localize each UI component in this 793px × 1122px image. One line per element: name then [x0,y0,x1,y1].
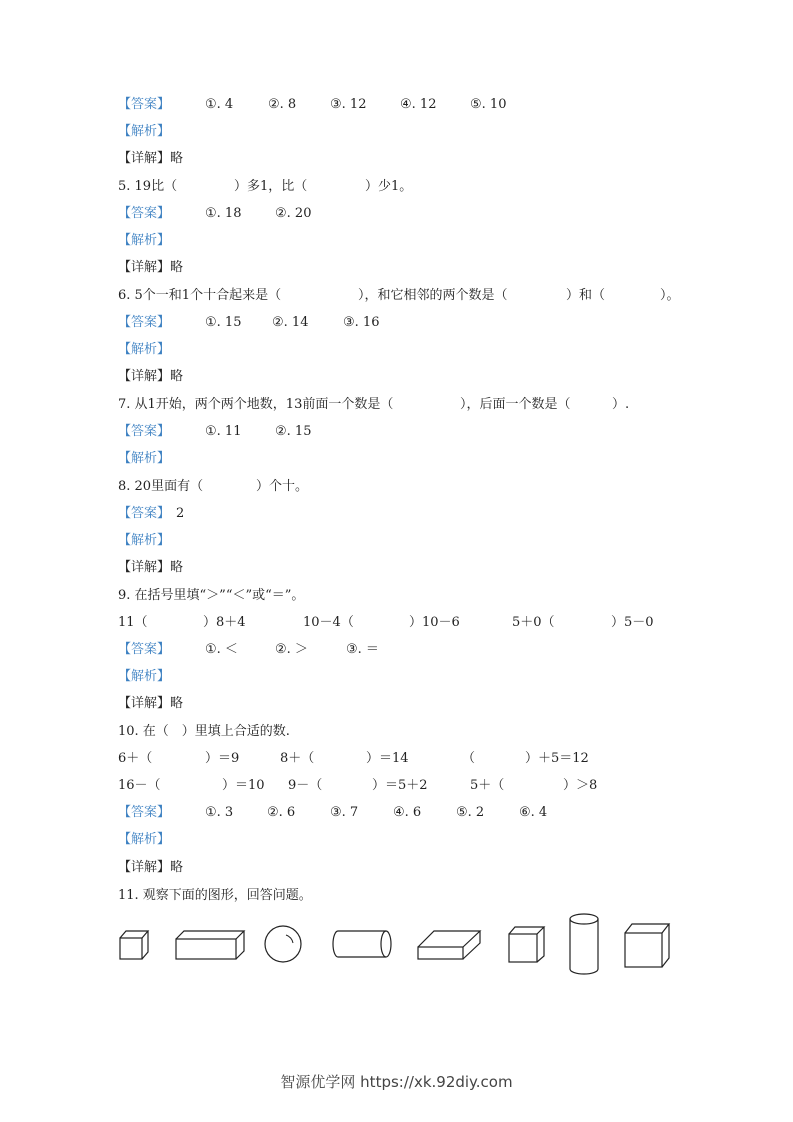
large-cube-shape [625,924,669,967]
answer-item: ②. 8 [268,97,297,112]
comparison-left: 11（ [118,615,148,630]
answer-tag: 【答案】 [118,424,171,439]
flat-cuboid-shape [418,931,480,959]
equation-right: ）＝5＋2 [372,778,428,793]
equation-right: ）＋5＝12 [525,751,589,766]
answer-item: ①. 3 [205,805,234,820]
question-7-part-c: ）. [612,397,630,412]
comparison-right: ）8＋4 [203,615,246,630]
answer-item: ①. ＜ [205,642,238,657]
question-10-title: 10. 在（ ）里填上合适的数. [118,724,290,739]
analysis-tag: 【解析】 [118,669,171,684]
answer-item: ⑤. 10 [470,97,507,112]
comparison-left: 5＋0（ [512,615,555,630]
equation-left: 5＋（ [470,778,505,793]
answer-item: ④. 6 [393,805,422,820]
cube-shape [509,927,544,962]
question-11-title: 11. 观察下面的图形，回答问题。 [118,888,312,903]
question-6-part-a: 6. 5个一和1个十合起来是（ [118,288,282,303]
answer-tag: 【答案】 [118,206,171,221]
question-5-part-a: 5. 19比（ [118,179,178,194]
question-9-title: 9. 在括号里填“＞”“＜”或“＝”。 [118,588,305,603]
equation-right: ）＝9 [205,751,240,766]
question-7-part-a: 7. 从1开始，两个两个地数，13前面一个数是（ [118,397,394,412]
answer-item: ②. 6 [267,805,296,820]
shapes-figure [110,905,690,985]
answer-value: 2 [176,506,185,521]
question-6-part-d: ）。 [660,288,680,303]
answer-item: ①. 15 [205,315,242,330]
equation-right: ）＞8 [563,778,598,793]
answer-item: ②. ＞ [275,642,308,657]
question-6-part-b: ），和它相邻的两个数是（ [358,288,508,303]
answer-item: ③. 16 [343,315,380,330]
answer-item: ②. 20 [275,206,312,221]
answer-tag: 【答案】 [118,805,171,820]
answer-item: ①. 11 [205,424,242,439]
equation-left: 16－（ [118,778,161,793]
equation-right: ）＝10 [222,778,265,793]
answer-item: ②. 15 [275,424,312,439]
answer-item: ③. 7 [330,805,359,820]
question-5-part-c: ）少1。 [365,179,413,194]
detail-line: 【详解】略 [118,860,184,875]
analysis-tag: 【解析】 [118,451,171,466]
answer-item: ④. 12 [400,97,437,112]
answer-item: ⑤. 2 [456,805,485,820]
comparison-left: 10－4（ [303,615,354,630]
detail-line: 【详解】略 [118,369,184,384]
long-cuboid-shape [176,931,244,959]
horizontal-cylinder-shape [333,931,391,957]
equation-left: 8＋（ [280,751,315,766]
answer-item: ⑥. 4 [519,805,548,820]
answer-item: ③. ＝ [346,642,379,657]
detail-line: 【详解】略 [118,151,184,166]
detail-line: 【详解】略 [118,260,184,275]
comparison-right: ）5－0 [611,615,654,630]
question-8-part-a: 8. 20里面有（ [118,479,204,494]
sphere-shape [265,926,301,962]
question-8-part-b: ）个十。 [256,479,309,494]
equation-left: （ [462,751,476,766]
answer-tag: 【答案】 [118,642,171,657]
equation-left: 9－（ [288,778,323,793]
vertical-cylinder-shape [570,914,598,974]
analysis-tag: 【解析】 [118,124,171,139]
equation-right: ）＝14 [366,751,409,766]
answer-item: ①. 18 [205,206,242,221]
question-6-part-c: ）和（ [566,288,606,303]
small-cube-shape [120,931,148,959]
answer-tag: 【答案】 [118,315,171,330]
detail-line: 【详解】略 [118,696,184,711]
answer-item: ②. 14 [272,315,309,330]
answer-tag: 【答案】 [118,97,171,112]
answer-item: ③. 12 [330,97,367,112]
answer-item: ①. 4 [205,97,234,112]
question-5-part-b: ）多1，比（ [234,179,308,194]
equation-left: 6＋（ [118,751,153,766]
analysis-tag: 【解析】 [118,533,171,548]
analysis-tag: 【解析】 [118,342,171,357]
comparison-right: ）10－6 [409,615,460,630]
question-7-part-b: ），后面一个数是（ [460,397,571,412]
analysis-tag: 【解析】 [118,832,171,847]
answer-tag: 【答案】 [118,506,171,521]
detail-line: 【详解】略 [118,560,184,575]
analysis-tag: 【解析】 [118,233,171,248]
footer-watermark: 智源优学网 https://xk.92diy.com [280,1073,513,1091]
